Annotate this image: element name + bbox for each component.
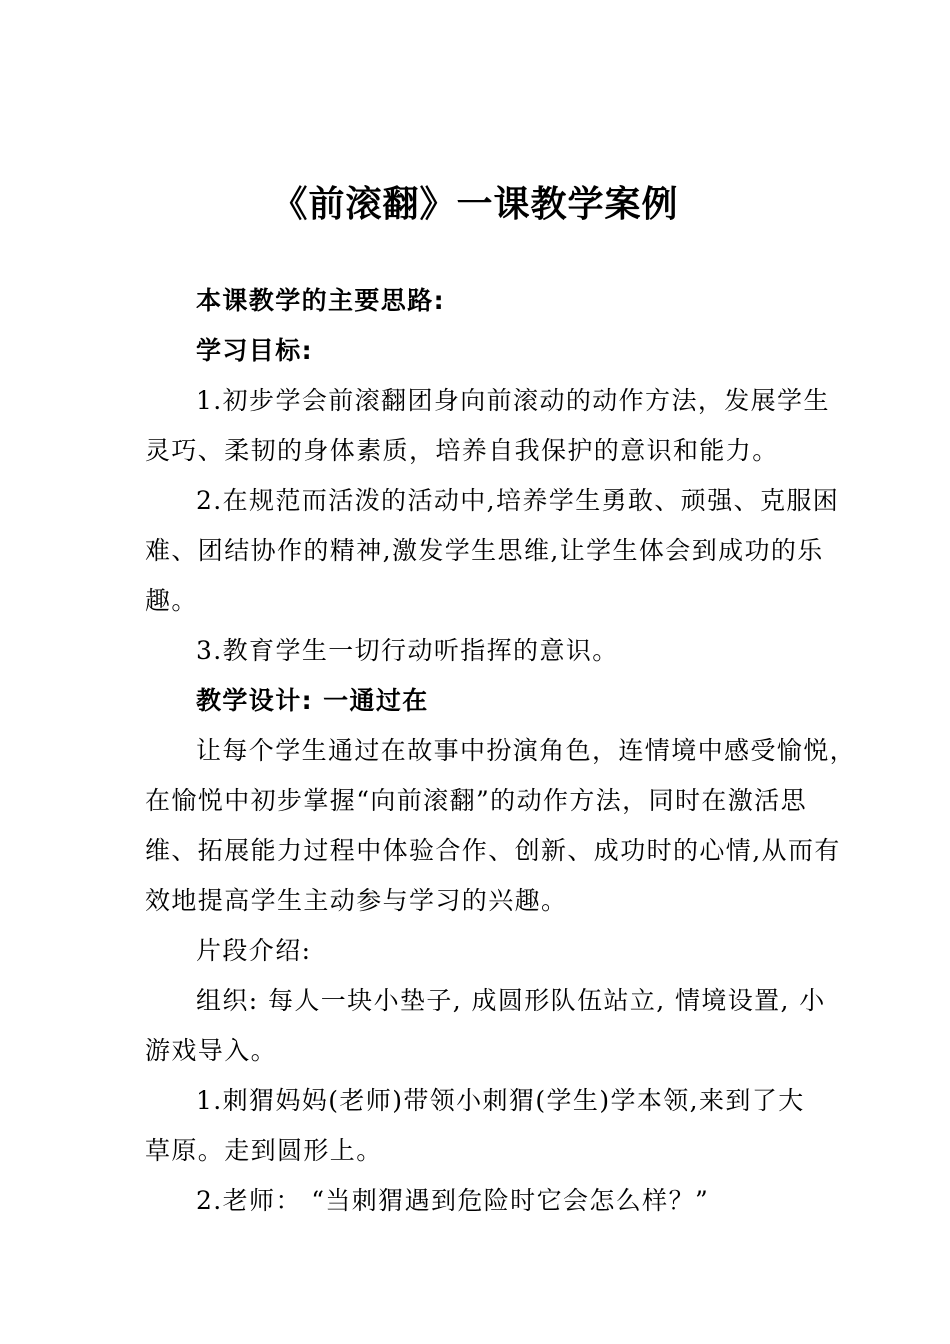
paragraph-line: 游戏导入。 [145,1036,278,1065]
paragraph-line: 效地提高学生主动参与学习的兴趣。 [145,886,568,915]
document-title: 《前滚翻》一课教学案例 [271,184,679,225]
paragraph-line: 2.老师： “当刺猬遇到危险时它会怎么样？” [196,1186,710,1215]
paragraph-line: 让每个学生通过在故事中扮演角色，连情境中感受愉悦， [196,736,857,765]
paragraph-line: 维、拓展能力过程中体验合作、创新、成功时的心情,从而有 [145,836,841,865]
paragraph-line: 3.教育学生一切行动听指挥的意识。 [196,636,619,665]
section-heading-learning-goals: 学习目标: [196,336,313,365]
paragraph-line: 1.刺猬妈妈(老师)带领小刺猬(学生)学本领,来到了大 [196,1086,805,1115]
paragraph-line: 难、团结协作的精神,激发学生思维,让学生体会到成功的乐 [145,536,824,565]
paragraph-line: 在愉悦中初步掌握“向前滚翻”的动作方法，同时在激活思 [145,786,807,815]
paragraph-line: 2.在规范而活泼的活动中,培养学生勇敢、顽强、克服困 [196,486,840,515]
paragraph-line: 组织: 每人一块小垫子, 成圆形队伍站立, 情境设置, 小 [196,986,826,1015]
section-heading-fragment-intro: 片段介绍: [196,936,312,965]
section-heading-teaching-design: 教学设计: 一通过在 [196,686,429,715]
section-heading-main-idea: 本课教学的主要思路: [196,286,445,315]
paragraph-line: 1.初步学会前滚翻团身向前滚动的动作方法，发展学生 [196,386,830,415]
paragraph-line: 草原。走到圆形上。 [145,1136,383,1165]
paragraph-line: 灵巧、柔韧的身体素质，培养自我保护的意识和能力。 [145,436,779,465]
paragraph-line: 趣。 [145,586,198,615]
